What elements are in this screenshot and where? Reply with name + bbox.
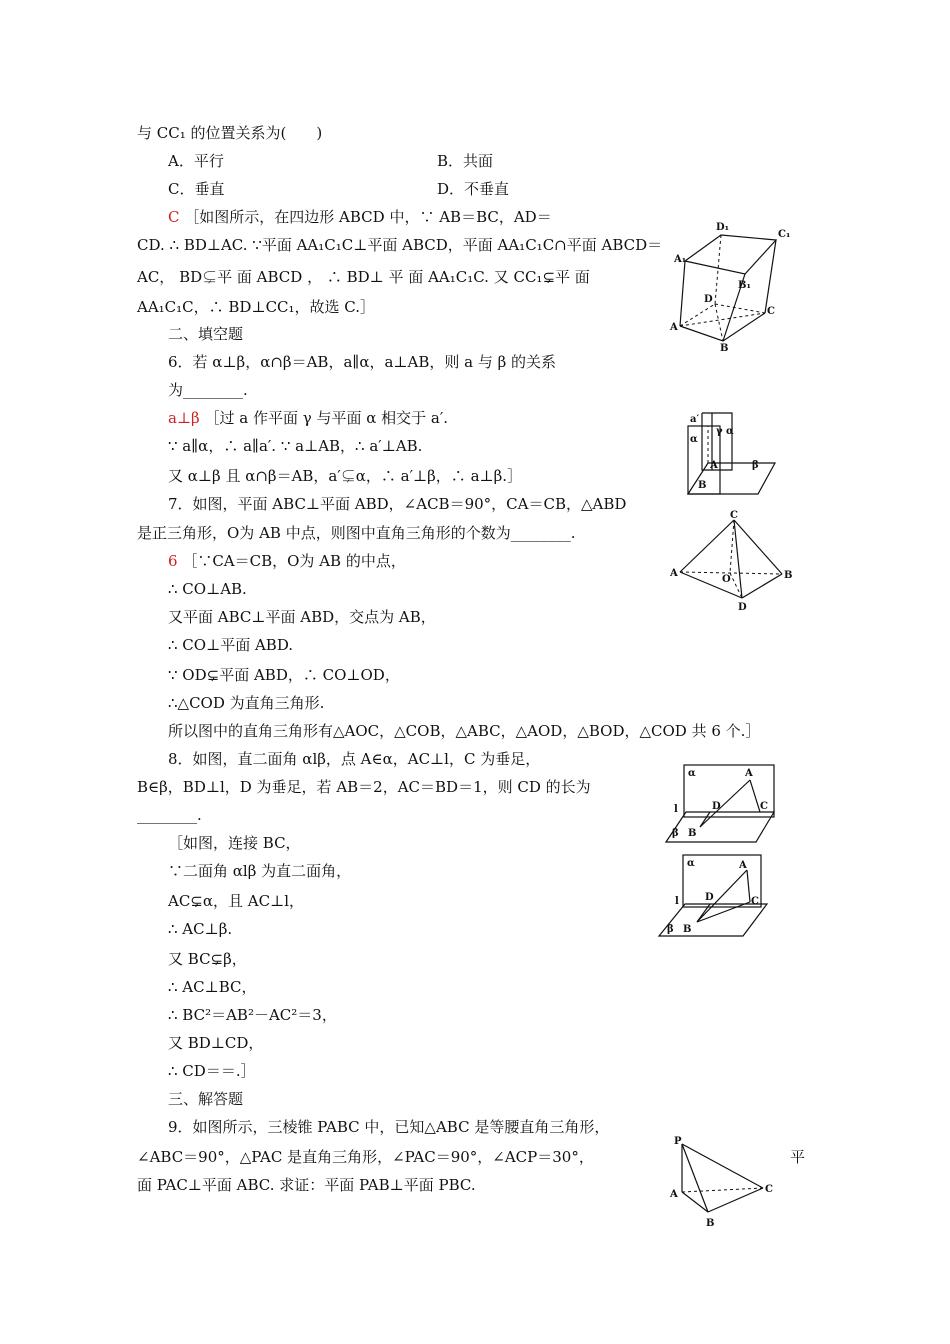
label-d1: D₁ [716, 222, 730, 233]
label-a: A [670, 1189, 678, 1200]
q5-solution-line: ［如图所示，在四边形 ABCD 中，∵ AB＝BC，AD＝ [184, 208, 552, 226]
label-c: C [765, 1184, 773, 1195]
q5-solution-line: CD. ∴ BD⊥AC. ∵平面 AA₁C₁C⊥平面 ABCD，平面 AA₁C₁C∩平面 ABCD＝ [137, 236, 663, 254]
label-c1: C₁ [778, 229, 791, 240]
label-a: A [745, 768, 753, 779]
label-c: C [730, 510, 738, 521]
label-c: C [751, 896, 759, 907]
q8-stem: B∈β，BD⊥l，D 为垂足，若 AB＝2，AC＝BD＝1，则 CD 的长为 [137, 778, 591, 796]
tetrahedron-figure [668, 1132, 783, 1236]
prism-figure [668, 218, 798, 357]
label-beta: β [672, 828, 679, 839]
label-a: A [670, 568, 678, 579]
label-b: B [720, 343, 729, 353]
dihedral-figure [660, 762, 780, 851]
label-beta: β [667, 924, 674, 935]
q7-solution-line: ∴ CO⊥平面 ABD. [168, 636, 294, 654]
q8-solution-line: 又 BC⊊β， [168, 950, 247, 968]
q8-stem: ________. [137, 806, 202, 824]
q5-solution-line: AC， BD⊊平 面 ABCD ， ∴ BD⊥ 平 面 AA₁C₁C. 又 CC₁⊊平 面 [137, 268, 590, 286]
q8-stem: 8．如图，直二面角 αlβ，点 A∈α，AC⊥l，C 为垂足， [168, 750, 541, 768]
label-beta: β [752, 460, 759, 471]
q8-solution-line: ∴ BC²＝AB²－AC²＝3， [168, 1006, 337, 1024]
q7-stem: 7．如图，平面 ABC⊥平面 ABD，∠ACB＝90°，CA＝CB，△ABD [168, 495, 627, 513]
label-l: l [674, 804, 678, 815]
label-c: C [760, 801, 768, 812]
label-p: P [674, 1136, 682, 1147]
q7-solution-line: ［∵CA＝CB，O为 AB 的中点， [182, 552, 406, 570]
label-c: C [767, 306, 775, 317]
label-alpha: α [688, 768, 696, 779]
q5-option-b: B．共面 [437, 152, 494, 170]
label-a: A [710, 460, 718, 471]
q7-solution-line: 又平面 ABC⊥平面 ABD，交点为 AB， [168, 608, 436, 626]
q7-solution-line: ∴ CO⊥AB. [168, 580, 247, 598]
q8-solution-line: ∴ AC⊥BC， [168, 978, 257, 996]
q9-stem: ∠ABC＝90°，△PAC 是直角三角形，∠PAC＝90°，∠ACP＝30°， [137, 1148, 594, 1166]
section-title: 二、填空题 [168, 325, 244, 343]
q5-stem: 与 CC₁ 的位置关系为( ) [137, 124, 323, 142]
q6-stem: 6．若 α⊥β，α∩β＝AB，a∥α，a⊥AB，则 a 与 β 的关系 [168, 353, 557, 371]
section-title: 三、解答题 [168, 1090, 244, 1108]
label-b: B [706, 1218, 715, 1229]
q5-option-a: A．平行 [168, 152, 224, 170]
q6-solution-line: ［过 a 作平面 γ 与平面 α 相交于 a′. [204, 409, 449, 427]
q8-solution-line: ∴ CD＝＝.］ [168, 1062, 256, 1080]
label-d: D [705, 892, 714, 903]
label-alpha: α [690, 434, 698, 445]
label-gamma: γ [716, 426, 723, 437]
label-b: B [784, 570, 793, 581]
label-l: l [675, 896, 679, 907]
label-d: D [738, 602, 747, 613]
q6-answer: a⊥β [168, 409, 200, 427]
q8-solution-line: AC⊊α，且 AC⊥l， [168, 892, 304, 910]
q6-stem: 为________. [168, 381, 248, 399]
q5-solution-line: AA₁C₁C，∴ BD⊥CC₁，故选 C.］ [137, 298, 376, 316]
q7-stem: 是正三角形，O为 AB 中点，则图中直角三角形的个数为________. [137, 524, 576, 542]
label-alpha: α [687, 858, 695, 869]
q9-stem: 9．如图所示，三棱锥 PABC 中，已知△ABC 是等腰直角三角形， [168, 1118, 610, 1136]
q6-solution-line: ∵ a∥α，∴ a∥a′. ∵ a⊥AB，∴ a′⊥AB. [168, 437, 423, 455]
q8-solution-line: ［如图，连接 BC， [168, 834, 301, 852]
planes-figure [680, 408, 785, 502]
label-o: O [722, 574, 731, 585]
pyramid-figure [670, 508, 800, 622]
q8-solution-line: ∴ AC⊥β. [168, 920, 233, 938]
q7-solution-line: ∴△COD 为直角三角形. [168, 694, 325, 712]
q7-solution-line: ∵ OD⊊平面 ABD，∴ CO⊥OD， [168, 666, 400, 684]
q5-answer: C [168, 208, 180, 226]
q8-solution-line: ∵二面角 αlβ 为直二面角， [168, 862, 352, 880]
label-b: B [688, 828, 697, 839]
label-b1: B₁ [738, 280, 751, 291]
q5-option-d: D．不垂直 [437, 180, 510, 198]
label-a: A [739, 860, 747, 871]
label-a-prime: a′ [690, 414, 700, 425]
label-a1: A₁ [674, 254, 687, 265]
q8-solution-line: 又 BD⊥CD， [168, 1034, 264, 1052]
q7-answer: 6 [168, 552, 178, 570]
dihedral-figure-solution [655, 852, 780, 946]
q9-stem: 平 [790, 1148, 806, 1166]
q7-solution-line: 所以图中的直角三角形有△AOC，△COB，△ABC，△AOD，△BOD，△COD 共 6 个.］ [168, 722, 761, 740]
label-alpha-2: α [726, 426, 734, 437]
q9-stem: 面 PAC⊥平面 ABC. 求证：平面 PAB⊥平面 PBC. [137, 1176, 476, 1194]
label-a: A [670, 322, 678, 333]
label-b: B [683, 924, 692, 935]
label-d: D [704, 294, 713, 305]
label-b: B [698, 480, 707, 491]
label-d: D [712, 801, 721, 812]
q6-solution-line: 又 α⊥β 且 α∩β＝AB，a′⊊α，∴ a′⊥β，∴ a⊥β.］ [168, 467, 523, 485]
q5-option-c: C．垂直 [168, 180, 225, 198]
